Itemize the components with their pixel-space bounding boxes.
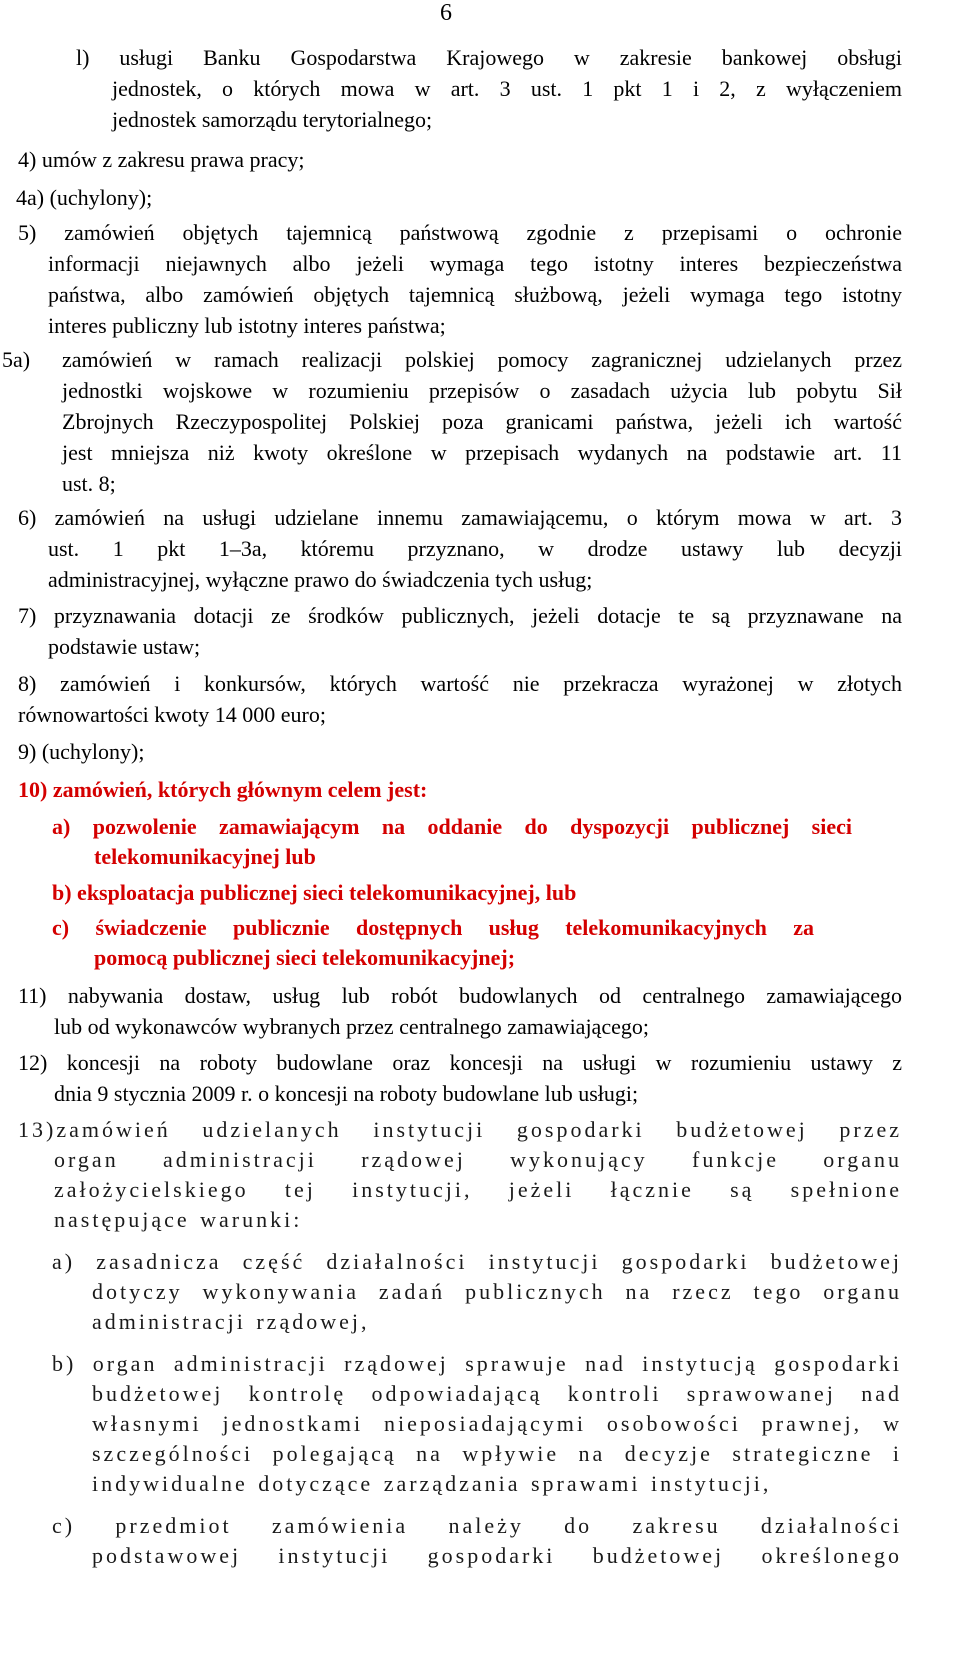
- text-line: 8) zamówień i konkursów, których wartość nie przekracza wyrażonej w złotych: [18, 671, 902, 696]
- item-l-cont: [112, 73, 902, 135]
- text-line: 7) przyznawania dotacji ze środków publicznych, jeżeli dotacje te są przyznawane na: [18, 603, 902, 628]
- text-line: administracyjnej, wyłączne prawo do świadczenia tych usług;: [48, 567, 593, 592]
- page-number: 6: [440, 0, 452, 26]
- text-line: podstawowej instytucji gospodarki budżetowej określonego: [92, 1543, 902, 1568]
- text-line: b) organ administracji rządowej sprawuje nad instytucją gospodarki: [52, 1351, 902, 1376]
- text-line: własnymi jednostkami nieposiadającymi osobowości prawnej, w: [92, 1411, 902, 1436]
- item-8: [18, 668, 902, 730]
- item-7: [18, 600, 902, 631]
- item-10-c-cont: [94, 942, 854, 973]
- text-line: a) zasadnicza część działalności instytucji gospodarki budżetowej: [52, 1249, 902, 1274]
- text-line: organ administracji rządowej wykonujący funkcje organu: [54, 1147, 902, 1172]
- text-line: 11) nabywania dostaw, usług lub robót budowlanych od centralnego zamawiającego: [18, 983, 902, 1008]
- text-line: informacji niejawnych albo jeżeli wymaga tego istotny interes bezpieczeństwa: [48, 251, 902, 276]
- text-line: jednostek, o których mowa w art. 3 ust. 1 pkt 1 i 2, z wyłączeniem: [112, 76, 902, 101]
- item-10-a-cont: [94, 841, 854, 872]
- text-line: l) usługi Banku Gospodarstwa Krajowego w zakresie bankowej obsługi: [76, 45, 902, 70]
- text-line: 9) (uchylony);: [18, 739, 145, 764]
- text-line: lub od wykonawców wybranych przez centralnego zamawiającego;: [54, 1014, 649, 1039]
- text-line: założycielskiego tej instytucji, jeżeli łącznie są spełnione: [54, 1177, 902, 1202]
- item-5-cont: [48, 248, 902, 341]
- text-line: następujące warunki:: [54, 1207, 303, 1232]
- item-5a-marker: [2, 344, 62, 375]
- item-7-cont: [48, 631, 902, 662]
- text-line: ust. 8;: [62, 471, 116, 496]
- text-line: indywidualne dotyczące zarządzania sprawami instytucji,: [92, 1471, 772, 1496]
- text-line: jednostek samorządu terytorialnego;: [112, 107, 433, 132]
- text-line: jednostki wojskowe w rozumieniu przepisów o zasadach użycia lub pobytu Sił: [62, 378, 902, 403]
- text-line: ust. 1 pkt 1–3a, któremu przyznano, w drodze ustawy lub decyzji: [48, 536, 902, 561]
- item-12: [18, 1047, 902, 1078]
- item-11-cont: [54, 1011, 902, 1042]
- text-line: dnia 9 stycznia 2009 r. o koncesji na roboty budowlane lub usługi;: [54, 1081, 639, 1106]
- item-13-b-cont: [92, 1379, 902, 1499]
- item-5: [18, 217, 902, 248]
- item-10-c: [52, 912, 814, 943]
- text-line: 5) zamówień objętych tajemnicą państwową zgodnie z przepisami o ochronie: [18, 220, 902, 245]
- text-line: b) eksploatacja publicznej sieci telekomunikacyjnej, lub: [52, 880, 577, 905]
- item-10-b: [52, 877, 852, 908]
- text-line: Zbrojnych Rzeczypospolitej Polskiej poza granicami państwa, jeżeli ich wartość: [62, 409, 902, 434]
- item-6-cont: [48, 533, 902, 595]
- text-line: c) świadczenie publicznie dostępnych usług telekomunikacyjnych za: [52, 915, 814, 940]
- text-line: jest mniejsza niż kwoty określone w przepisach wydanych na podstawie art. 11: [62, 440, 902, 465]
- text-line: dotyczy wykonywania zadań publicznych na rzecz tego organu: [92, 1279, 902, 1304]
- item-13: [18, 1115, 902, 1145]
- text-line: 6) zamówień na usługi udzielane innemu zamawiającemu, o którym mowa w art. 3: [18, 505, 902, 530]
- item-4a: [16, 182, 900, 213]
- item-10-a: [52, 811, 852, 842]
- text-line: podstawie ustaw;: [48, 634, 201, 659]
- text-line: państwa, albo zamówień objętych tajemnicą służbową, jeżeli wymaga tego istotny: [48, 282, 902, 307]
- text-line: pomocą publicznej sieci telekomunikacyjnej;: [94, 945, 516, 970]
- item-4: [18, 144, 902, 175]
- item-13-b: [52, 1349, 902, 1379]
- item-5a: [62, 344, 902, 499]
- text-line: telekomunikacyjnej lub: [94, 844, 316, 869]
- text-line: c) przedmiot zamówienia należy do zakresu działalności: [52, 1513, 902, 1538]
- text-line: administracji rządowej,: [92, 1309, 370, 1334]
- text-line: 12) koncesji na roboty budowlane oraz koncesji na usługi w rozumieniu ustawy z: [18, 1050, 902, 1075]
- item-13-a: [52, 1247, 902, 1277]
- list-marker: 5a): [2, 347, 31, 372]
- text-line: zamówień w ramach realizacji polskiej pomocy zagranicznej udzielanych przez: [62, 347, 902, 372]
- item-12-cont: [54, 1078, 902, 1109]
- item-10: [18, 774, 902, 805]
- item-13-a-cont: [92, 1277, 902, 1337]
- item-9: [18, 736, 902, 767]
- text-line: budżetowej kontrolę odpowiadającą kontroli sprawowanej nad: [92, 1381, 902, 1406]
- text-line: a) pozwolenie zamawiającym na oddanie do dyspozycji publicznej sieci: [52, 814, 852, 839]
- item-l: [76, 42, 902, 73]
- text-line: interes publiczny lub istotny interes państwa;: [48, 313, 446, 338]
- item-11: [18, 980, 902, 1011]
- item-13-cont: [54, 1145, 902, 1235]
- item-13-c: [52, 1511, 902, 1541]
- text-line: równowartości kwoty 14 000 euro;: [18, 702, 326, 727]
- text-line: 10) zamówień, których głównym celem jest:: [18, 777, 428, 802]
- item-6: [18, 502, 902, 533]
- text-line: 4) umów z zakresu prawa pracy;: [18, 147, 305, 172]
- text-line: szczególności polegającą na wpływie na decyzje strategiczne i: [92, 1441, 902, 1466]
- text-line: 13)zamówień udzielanych instytucji gospodarki budżetowej przez: [18, 1117, 902, 1142]
- text-line: 4a) (uchylony);: [16, 185, 153, 210]
- item-13-c-cont: [92, 1541, 902, 1571]
